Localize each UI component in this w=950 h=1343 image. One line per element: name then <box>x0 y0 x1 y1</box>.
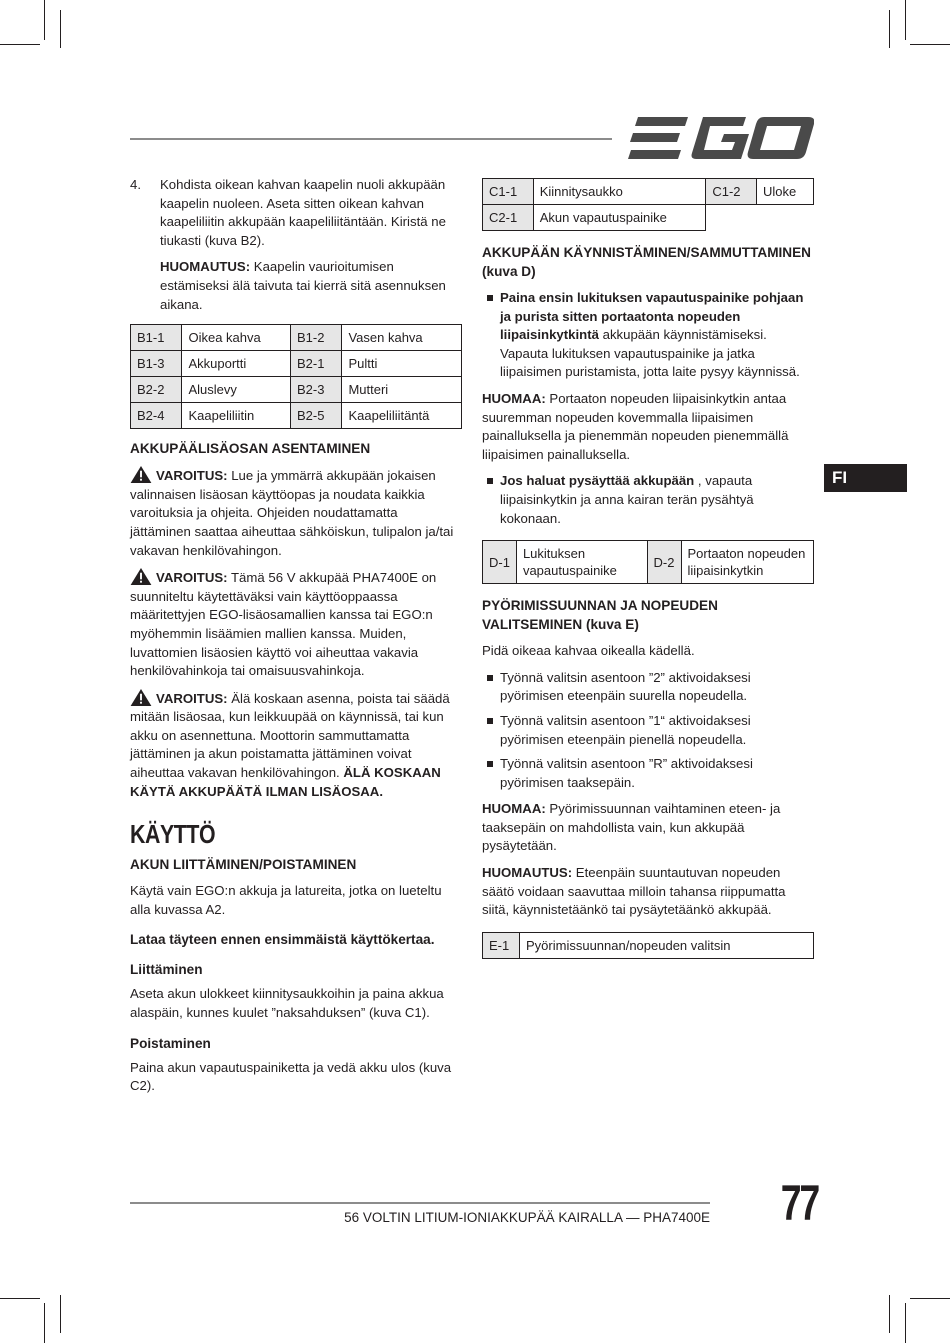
attach-text: Aseta akun ulokkeet kiinnitysaukkoihin ja paina akkua alaspäin, kunnes kuulet ”naksahduksen” (kuva C1). <box>130 986 444 1021</box>
warning-1 <box>130 466 462 560</box>
table-cell: B2-2 <box>131 377 182 403</box>
heading-battery: AKUN LIITTÄMINEN/POISTAMINEN <box>130 857 357 873</box>
warning-label: VAROITUS: <box>156 570 228 586</box>
warning-triangle-icon <box>130 466 152 483</box>
section-title: KÄYTTÖ <box>130 819 216 850</box>
note-label: HUOMAUTUS: <box>482 865 573 881</box>
list-item-bold: Paina ensin lukituksen vapautuspainike pohjaan ja purista sitten portaatonta nopeuden liipaisinkytkintä <box>500 290 804 343</box>
table-cell-empty <box>757 205 814 231</box>
note-label: HUOMAA: <box>482 801 546 817</box>
crop-mark <box>910 1298 950 1299</box>
table-e <box>482 932 814 959</box>
table-cell: Vasen kahva <box>342 325 462 351</box>
list-item: Työnnä valitsin asentoon ”R” aktivoidaksesi pyörimisen taaksepäin. <box>482 755 814 792</box>
battery-text: Käytä vain EGO:n akkuja ja latureita, jotka on lueteltu alla kuvassa A2. <box>130 883 442 917</box>
warning-3 <box>130 689 462 802</box>
right-column <box>482 178 814 969</box>
table-cell: Pultti <box>342 351 462 377</box>
table-row <box>483 541 814 584</box>
crop-mark <box>889 1295 890 1333</box>
note-text: Pyörimissuunnan vaihtaminen eteen- ja taaksepäin on mahdollista vain, kun akkupää pysäytetään. <box>482 801 781 854</box>
table-cell: B2-3 <box>290 377 341 403</box>
table-cell: C1-1 <box>483 179 534 205</box>
crop-mark <box>0 44 40 45</box>
table-b <box>130 324 462 429</box>
table-row <box>131 351 462 377</box>
crop-mark <box>60 10 61 48</box>
crop-mark <box>44 1303 45 1343</box>
warning-text: Lue ja ymmärrä akkupään jokaisen valinnaisen lisäosan käyttöopas ja noudata kaikkia varoituksia ja ohjeita. Ohjeiden noudattamatta jättäminen saattaa aiheuttaa sähköiskun, tulipalon ja/tai vakavan henkilövahingon. <box>130 468 454 558</box>
warning-text: Tämä 56 V akkupää PHA7400E on suunniteltu käytettäväksi vain käyttöoppaassa määritettyjen EGO-lisäosamallien kanssa tai EGO:n myöhemmin lisäämien mallien kanssa. Muiden, luvattomien lisäosien käyttö voi aiheuttaa vakavia henkilövahinkoja tai omaisuusvahinkoja. <box>130 570 437 679</box>
list-item: Työnnä valitsin asentoon ”2” aktivoidaksesi pyörimisen eteenpäin suurella nopeudella. <box>482 669 814 706</box>
table-row <box>483 932 814 958</box>
table-c <box>482 178 814 231</box>
stop-list <box>482 472 814 528</box>
table-row <box>131 403 462 429</box>
warning-text: Älä koskaan asenna, poista tai säädä mitään lisäosaa, kun leikkuupää on käynnissä, tai kun akku on asennettuna. Moottorin sammuttamatta jättäminen ja akun poistamatta jättäminen voivat aiheuttaa vakavan henkilövahingon. <box>130 690 450 781</box>
page-number: 77 <box>780 1175 818 1231</box>
crop-mark <box>0 1298 40 1299</box>
header-rule <box>130 138 612 140</box>
ego-logo <box>628 117 814 159</box>
subheading-remove: Poistaminen <box>130 1035 211 1051</box>
table-cell: Uloke <box>757 179 814 205</box>
table-cell: E-1 <box>483 932 520 958</box>
table-cell: Portaaton nopeuden liipaisinkytkin <box>681 541 814 584</box>
step-number: 4. <box>130 177 141 192</box>
language-tab: FI <box>824 464 907 492</box>
warning-triangle-icon <box>130 689 152 706</box>
crop-mark <box>905 0 906 40</box>
subheading-attach: Liittäminen <box>130 962 203 978</box>
hold-text: Pidä oikeaa kahvaa oikealla kädellä. <box>482 643 695 659</box>
table-cell: Akun vapautuspainike <box>533 205 706 231</box>
table-cell: B2-1 <box>290 351 341 377</box>
note-text: Eteenpäin suuntautuvan nopeuden säätö voidaan saavuttaa milloin tahansa riippumatta siitä, käynnistetäänkö tai pysäytetäänkö akkupää. <box>482 865 786 918</box>
table-cell: Lukituksen vapautuspainike <box>516 541 647 584</box>
warning-bold-tail: ÄLÄ KOSKAAN KÄYTÄ AKKUPÄÄTÄ ILMAN LISÄOSAA. <box>130 765 441 799</box>
table-row <box>131 377 462 403</box>
warning-2 <box>130 568 462 681</box>
crop-mark <box>44 0 45 40</box>
table-row <box>483 205 814 231</box>
table-cell: C2-1 <box>483 205 534 231</box>
note-text: Portaaton nopeuden liipaisinkytkin antaa suuremman nopeuden kovemmalla liipaisimen painalluksella ja pienemmän nopeuden pienemmällä liipaisimen painalluksella. <box>482 390 789 462</box>
heading-direction: PYÖRIMISSUUNNAN JA NOPEUDEN VALITSEMINEN (kuva E) <box>482 598 718 633</box>
list-item: Työnnä valitsin asentoon ”1“ aktivoidaksesi pyörimisen eteenpäin pienellä nopeudella. <box>482 712 814 749</box>
table-cell: Oikea kahva <box>182 325 290 351</box>
heading-start-stop: AKKUPÄÄN KÄYNNISTÄMINEN/SAMMUTTAMINEN (kuva D) <box>482 245 812 279</box>
crop-mark <box>905 1303 906 1343</box>
warning-label: VAROITUS: <box>156 690 228 706</box>
left-column <box>130 176 462 1104</box>
step-4 <box>130 176 462 250</box>
table-row <box>483 179 814 205</box>
crop-mark <box>910 44 950 45</box>
table-cell: B2-5 <box>290 403 341 429</box>
table-d <box>482 540 814 584</box>
charge-note: Lataa täyteen ennen ensimmäistä käyttökertaa. <box>130 932 435 948</box>
direction-list <box>482 669 814 793</box>
step-text: Kohdista oikean kahvan kaapelin nuoli akkupään kaapelin nuoleen. Aseta sitten oikean kahvan kaapeliliitin akkupään kaapeliliitäntään. Kiristä ne tiukasti (kuva B2). <box>160 177 446 248</box>
warning-label: VAROITUS: <box>156 468 228 484</box>
heading-attachment: AKKUPÄÄLISÄOSAN ASENTAMINEN <box>130 441 371 457</box>
table-cell: Kaapeliliitin <box>182 403 290 429</box>
list-item-text: , vapauta liipaisinkytkin ja anna kairan terän pysähtyä kokonaan. <box>500 473 754 526</box>
note-label: HUOMAUTUS: <box>160 259 251 275</box>
footer-title: 56 VOLTIN LITIUM-IONIAKKUPÄÄ KAIRALLA — PHA7400E <box>344 1210 710 1225</box>
table-cell: Akkuportti <box>182 351 290 377</box>
crop-mark <box>889 10 890 48</box>
table-cell: C1-2 <box>706 179 757 205</box>
list-item-text: akkupään käynnistämiseksi. Vapauta lukituksen vapautuspainike ja jatka liipaisimen puristamista, jotta laite pysyy käynnissä. <box>500 327 800 380</box>
remove-text: Paina akun vapautuspainiketta ja vedä akku ulos (kuva C2). <box>130 1059 452 1094</box>
note-speed <box>482 390 814 464</box>
note-forward <box>482 864 814 920</box>
table-cell: B1-2 <box>290 325 341 351</box>
table-cell: Kaapeliliitäntä <box>342 403 462 429</box>
table-cell: D-2 <box>647 541 681 584</box>
start-list <box>482 289 814 382</box>
note-direction <box>482 800 814 856</box>
table-cell: Pyörimissuunnan/nopeuden valitsin <box>520 932 814 958</box>
table-cell: B1-3 <box>131 351 182 377</box>
table-cell: D-1 <box>483 541 517 584</box>
list-item <box>482 289 814 382</box>
table-cell: Aluslevy <box>182 377 290 403</box>
table-cell-empty <box>706 205 757 231</box>
table-cell: B2-4 <box>131 403 182 429</box>
list-item-bold: Jos haluat pysäyttää akkupään <box>500 473 695 489</box>
crop-mark <box>60 1295 61 1333</box>
footer-rule <box>130 1202 710 1204</box>
note-cable <box>130 258 462 314</box>
note-label: HUOMAA: <box>482 390 546 406</box>
warning-triangle-icon <box>130 568 152 585</box>
table-cell: Mutteri <box>342 377 462 403</box>
table-cell: Kiinnitysaukko <box>533 179 706 205</box>
note-text: Kaapelin vaurioitumisen estämiseksi älä taivuta tai kierrä sitä asennuksen aikana. <box>160 259 446 312</box>
table-row <box>131 325 462 351</box>
list-item <box>482 472 814 528</box>
table-cell: B1-1 <box>131 325 182 351</box>
